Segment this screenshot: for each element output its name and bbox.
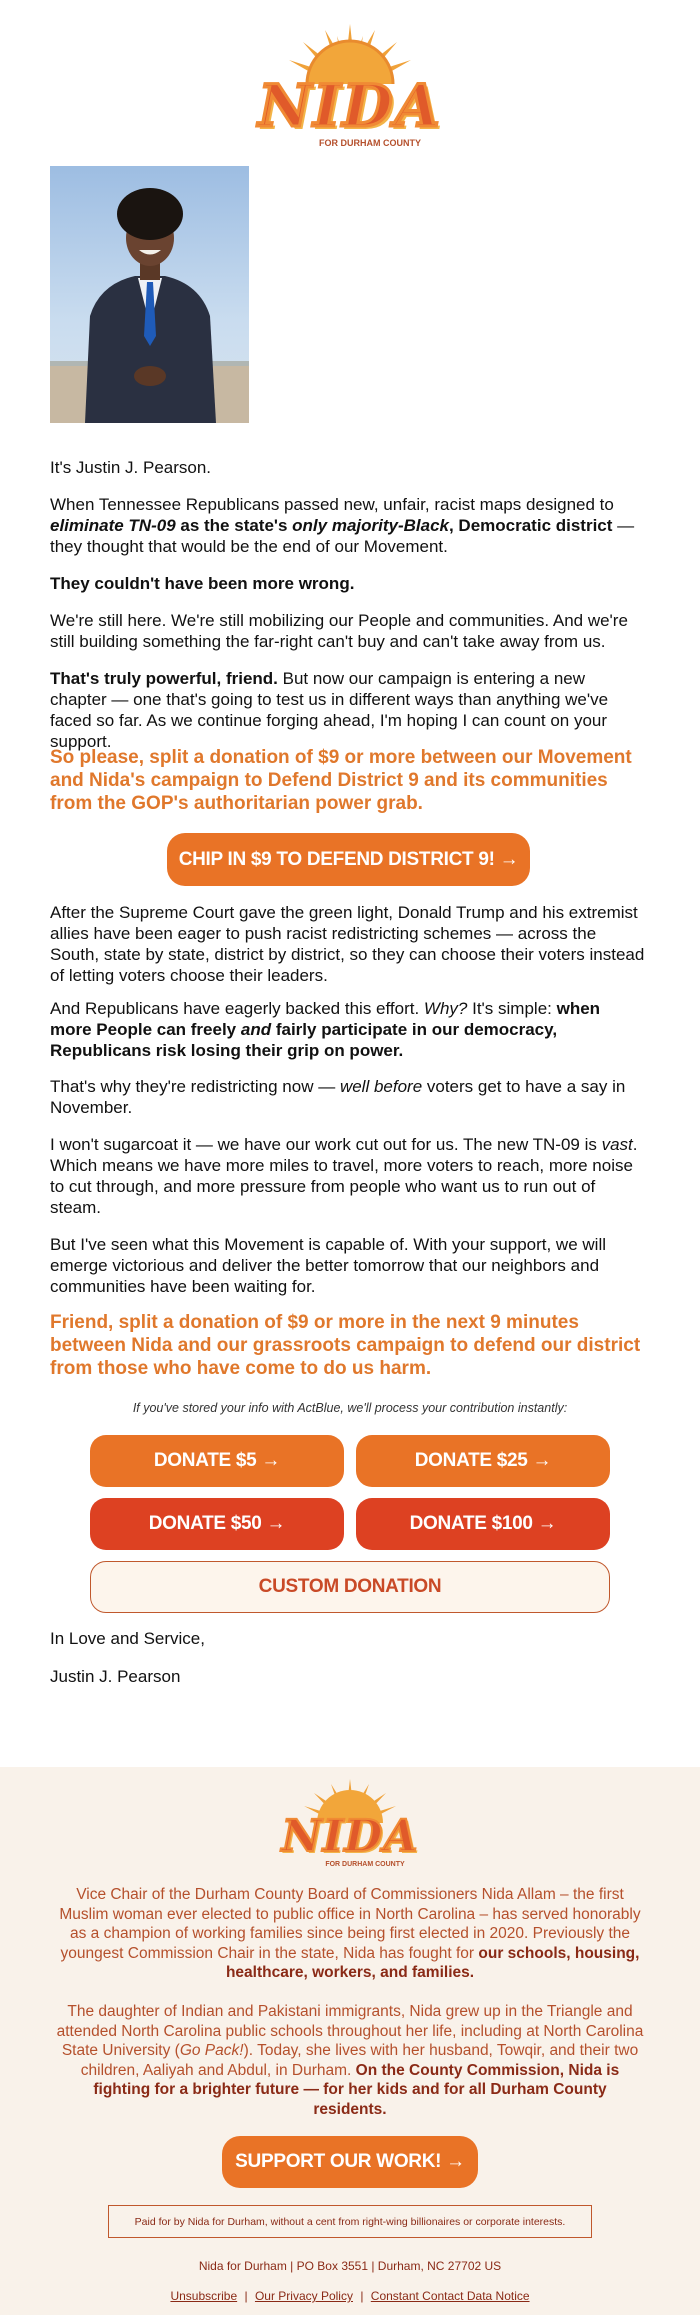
logo-subtitle: FOR DURHAM COUNTY bbox=[319, 138, 421, 148]
link-separator: | bbox=[360, 2289, 364, 2303]
paid-for-disclaimer: Paid for by Nida for Durham, without a cent from right-wing billionaires or corporate interests. bbox=[108, 2205, 592, 2238]
paragraph-5: After the Supreme Court gave the green light, Donald Trump and his extremist allies have been eager to push racist redistricting schemes — across the South, state by state, district by district, so they can choose their voters instead of letting voters choose their leaders. bbox=[50, 903, 645, 985]
donation-ask-1: So please, split a donation of $9 or more between our Movement and Nida's campaign to Defend District 9 and its communities from the GOP's authoritarian power grab. bbox=[50, 747, 632, 814]
logo-wordmark: NIDA bbox=[258, 72, 442, 140]
bio-paragraph-2: The daughter of Indian and Pakistani immigrants, Nida grew up in the Triangle and attended North Carolina public schools throughout her life, including at North Carolina State University (Go Pack!). Today, she lives with her husband, Towqir, and their two children, Aaliyah and Abdul, in Durham. On the County Commission, Nida is fighting for a brighter future — for her kids and for all Durham County residents. bbox=[56, 2003, 644, 2118]
support-button[interactable]: SUPPORT OUR WORK! → bbox=[222, 2136, 478, 2188]
donate-5-button[interactable]: DONATE $5 → bbox=[90, 1435, 344, 1487]
signature: Justin J. Pearson bbox=[50, 1667, 181, 1686]
header-logo bbox=[245, 22, 455, 150]
custom-donation-button[interactable]: CUSTOM DONATION bbox=[90, 1561, 610, 1613]
actblue-note: If you've stored your info with ActBlue, we'll process your contribution instantly: bbox=[132, 1401, 568, 1415]
candidate-photo bbox=[50, 166, 249, 423]
paragraph-6: And Republicans have eagerly backed this effort. Why? It's simple: when more People can freely and fairly participate in our democracy, Republicans risk losing their grip on power. bbox=[50, 999, 601, 1060]
mailing-address: Nida for Durham | PO Box 3551 | Durham, NC 27702 US bbox=[198, 2259, 502, 2273]
paragraph-7: That's why they're redistricting now — well before voters get to have a say in November. bbox=[50, 1077, 626, 1117]
unsubscribe-link[interactable]: Unsubscribe bbox=[170, 2289, 238, 2303]
paragraph-3: We're still here. We're still mobilizing our People and communities. And we're still building something the far-right can't buy and can't take away from us. bbox=[50, 611, 628, 651]
greeting: It's Justin J. Pearson. bbox=[50, 458, 212, 477]
footer-logo bbox=[270, 1777, 430, 1872]
chip-in-button[interactable]: CHIP IN $9 TO DEFEND DISTRICT 9! → bbox=[167, 833, 530, 886]
footer-logo-wordmark: NIDA bbox=[281, 1811, 419, 1862]
signoff: In Love and Service, bbox=[50, 1629, 205, 1648]
donate-50-button[interactable]: DONATE $50 → bbox=[90, 1498, 344, 1550]
paragraph-2: They couldn't have been more wrong. bbox=[50, 574, 355, 593]
donate-25-button[interactable]: DONATE $25 → bbox=[356, 1435, 610, 1487]
data-notice-link[interactable]: Constant Contact Data Notice bbox=[370, 2289, 530, 2303]
footer-links bbox=[0, 2289, 700, 2303]
paragraph-4: That's truly powerful, friend. But now our campaign is entering a new chapter — one that's going to test us in different ways than anything we've faced so far. As we continue forging ahead, I'm hoping I can count on your support. bbox=[50, 669, 609, 751]
paragraph-8: I won't sugarcoat it — we have our work cut out for us. The new TN-09 is vast. Which means we have more miles to travel, more voters to reach, more noise to cut through, and more pressure from people who want us to run out of steam. bbox=[50, 1135, 638, 1217]
paragraph-9: But I've seen what this Movement is capable of. With your support, we will emerge victorious and deliver the better tomorrow that our neighbors and communities have been waiting for. bbox=[50, 1235, 606, 1296]
privacy-policy-link[interactable]: Our Privacy Policy bbox=[254, 2289, 353, 2303]
donation-ask-2: Friend, split a donation of $9 or more in the next 9 minutes between Nida and our grassroots campaign to defend our district from those who have come to do us harm. bbox=[50, 1312, 641, 1379]
bio-paragraph-1: Vice Chair of the Durham County Board of Commissioners Nida Allam – the first Muslim woman ever elected to public office in North Carolina – has served honorably as a champion of working families since being first elected in 2020. Previously the youngest Commission Chair in the state, Nida has fought for our schools, housing, healthcare, workers, and families. bbox=[59, 1886, 641, 1981]
paragraph-1: When Tennessee Republicans passed new, unfair, racist maps designed to eliminate TN-09 as the state's only majority-Black, Democratic district — they thought that would be the end of our Movement. bbox=[50, 495, 635, 556]
donate-100-button[interactable]: DONATE $100 → bbox=[356, 1498, 610, 1550]
footer-logo-subtitle: FOR DURHAM COUNTY bbox=[325, 1861, 405, 1868]
footer bbox=[0, 1767, 700, 2315]
link-separator: | bbox=[244, 2289, 248, 2303]
